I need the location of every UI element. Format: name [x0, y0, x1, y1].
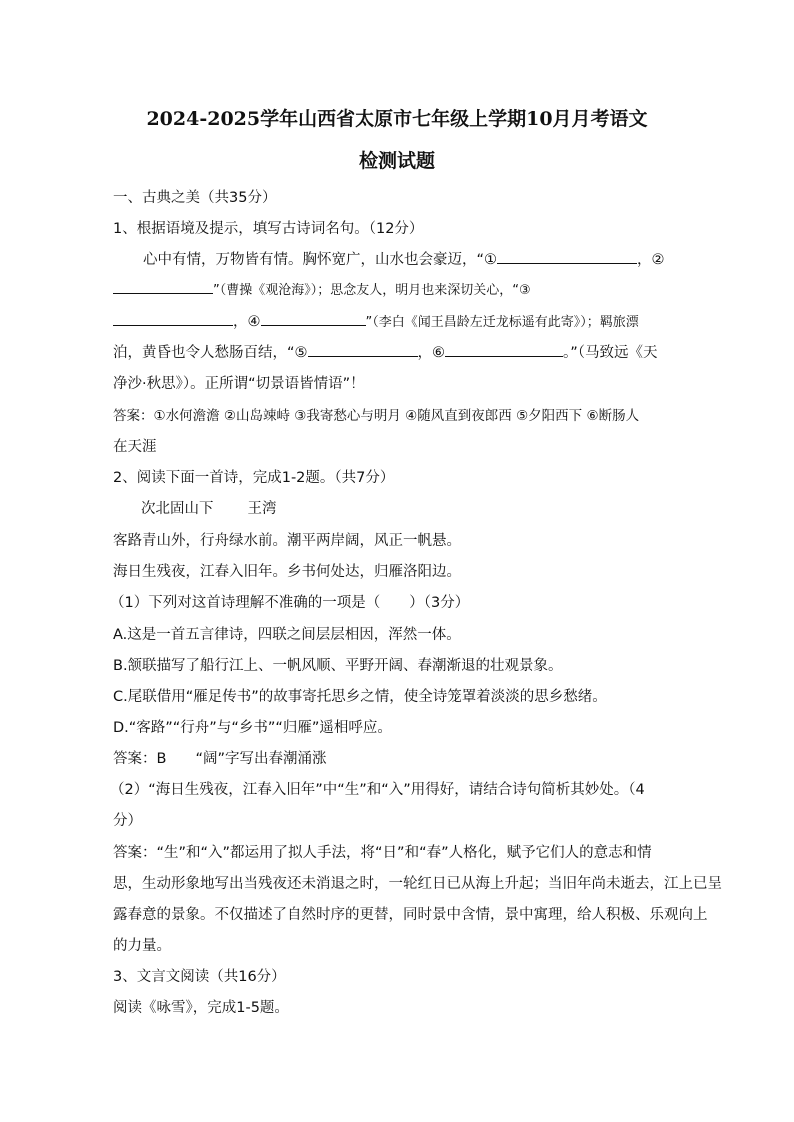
blank-1 [497, 249, 637, 264]
answer-line: 露春意的景象。不仅描述了自然时序的更替，同时景中含情，景中寓理，给人积极、乐观向上 [113, 907, 708, 923]
poem-line: 客路青山外，行舟绿水前。潮平两岸阔，风正一帆悬。 [113, 533, 461, 549]
paragraph-line [113, 279, 531, 298]
poem-title: 次北固山下 [141, 501, 214, 517]
question-heading: 3、文言文阅读（共16分） [113, 969, 286, 985]
sub-question-cont: 分） [113, 813, 142, 829]
document-subtitle: 检测试题 [358, 150, 435, 172]
question-heading: 2、阅读下面一首诗，完成1-2题。（共7分） [113, 470, 395, 486]
paragraph-line [113, 310, 639, 331]
blank-4 [261, 311, 366, 326]
text-segment: ，④ [233, 314, 261, 330]
text-segment: 泊，黄昏也令人愁肠百结，“⑤ [113, 345, 308, 361]
section-heading: 一、古典之美（共35分） [113, 190, 277, 206]
paragraph-line [143, 248, 665, 269]
option-d: D.“客路”“行舟”与“乡书”“归雁”遥相呼应。 [113, 720, 392, 736]
text-segment: ，⑥ [417, 345, 446, 361]
blank-5 [308, 342, 418, 357]
answer-line: 答案：①水何澹澹 ②山岛竦峙 ③我寄愁心与明月 ④随风直到夜郎西 ⑤夕阳西下 ⑥断肠人 [113, 408, 640, 424]
option-a: A.这是一首五言律诗，四联之间层层相因，浑然一体。 [113, 627, 461, 643]
answer-line: 答案：“生”和“入”都运用了拟人手法，将“日”和“春”人格化，赋予它们人的意志和情 [113, 845, 652, 861]
sub-question: （1）下列对这首诗理解不准确的一项是（ ）（3分） [110, 595, 470, 611]
blank-6 [445, 342, 563, 357]
paragraph-line [113, 341, 658, 362]
text-segment: 心中有情，万物皆有情。胸怀宽广，山水也会豪迈，“① [143, 252, 498, 268]
question-heading: 1、根据语境及提示，填写古诗词名句。（12分） [113, 221, 424, 237]
sub-question: （2）“海日生残夜，江春入旧年”中“生”和“入”用得好，请结合诗句简析其妙处。（4 [110, 782, 645, 798]
text-segment: ”（李白《闻王昌龄左迁龙标遥有此寄》）；羁旅漂 [365, 315, 639, 330]
answer-line: 思，生动形象地写出当残夜还未消退之时，一轮红日已从海上升起；当旧年尚未逝去，江上已呈 [113, 876, 722, 892]
answer-line: 答案：B “阔”字写出春潮涌涨 [113, 751, 327, 767]
answer-line: 在天涯 [113, 439, 157, 455]
poem-line: 海日生残夜，江春入旧年。乡书何处达，归雁洛阳边。 [113, 564, 461, 580]
text-segment: ，② [637, 252, 665, 268]
option-b: B.颔联描写了船行江上、一帆风顺、平野开阔、春潮渐退的壮观景象。 [113, 658, 563, 674]
document-title: 2024-2025学年山西省太原市七年级上学期10月月考语文 [146, 108, 648, 130]
blank-2 [113, 279, 213, 294]
paragraph-line: 净沙·秋思》）。正所谓“切景语皆情语”！ [113, 376, 365, 392]
poem-author: 王湾 [247, 501, 277, 517]
answer-line: 的力量。 [113, 938, 171, 954]
text-segment: 。”（马致远《天 [563, 345, 658, 361]
poem-header [141, 497, 277, 518]
option-c: C.尾联借用“雁足传书”的故事寄托思乡之情，使全诗笼罩着淡淡的思乡愁绪。 [113, 689, 607, 705]
blank-3 [113, 311, 233, 326]
question-instruction: 阅读《咏雪》，完成1-5题。 [113, 1000, 289, 1016]
text-segment: ”（曹操《观沧海》）；思念友人，明月也来深切关心，“③ [213, 283, 531, 298]
